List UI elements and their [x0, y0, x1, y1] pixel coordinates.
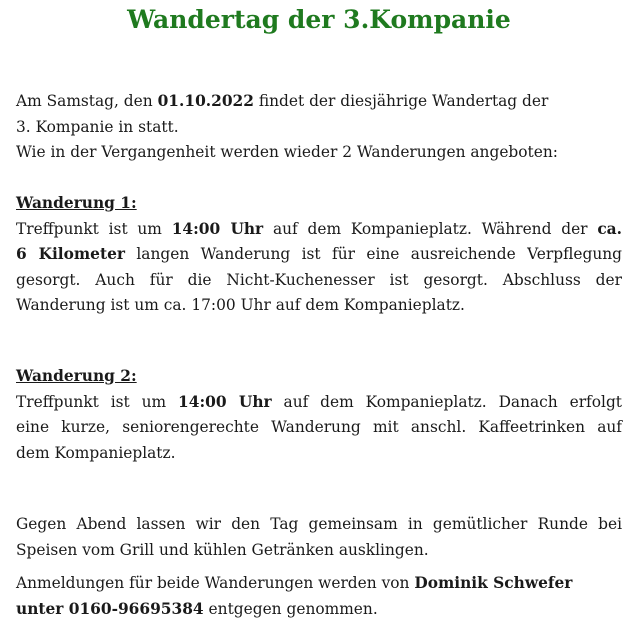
intro-line-3: Wie in der Vergangenheit werden wieder 2 Wanderungen angeboten: — [16, 143, 558, 161]
registration-text: Anmeldungen für beide Wanderungen werden von — [16, 574, 415, 592]
tour-1-line-4: Wanderung ist um ca. 17:00 Uhr auf dem Kompanieplatz. — [16, 296, 465, 314]
tour-1-distance: 6 Kilometer — [16, 245, 125, 263]
evening-line-1: Gegen Abend lassen wir den Tag gemeinsam in gemütlicher Runde bei — [16, 515, 622, 533]
page-title: Wandertag der 3.Kompanie — [127, 5, 511, 34]
tour-2-text: auf dem Kompanieplatz. Danach erfolgt — [271, 392, 622, 411]
tour-1-text: Treffpunkt ist um — [16, 219, 172, 238]
evening-line-2: Speisen vom Grill und kühlen Getränken ausklingen. — [16, 540, 429, 559]
intro-text: Am Samstag, den — [16, 92, 158, 110]
tour-1-time: 14:00 Uhr — [171, 219, 264, 238]
tour-1-line-1 — [16, 217, 622, 243]
tour-1-text: auf dem Kompanieplatz. Während der — [263, 219, 598, 238]
registration-text: entgegen genommen. — [203, 599, 378, 618]
registration-line-1 — [16, 571, 622, 597]
intro-paragraph — [16, 89, 622, 166]
tour-2-text: Treffpunkt ist um — [16, 392, 179, 411]
tour-1-ca: ca. — [597, 219, 623, 238]
tour-2-line-1 — [16, 390, 622, 416]
intro-text: findet der diesjährige Wandertag der — [253, 92, 549, 110]
registration-line-2 — [16, 597, 622, 623]
intro-line-2: 3. Kompanie in statt. — [16, 117, 179, 136]
tour-1-line-2 — [16, 242, 622, 268]
registration-paragraph — [16, 571, 622, 622]
contact-phone: unter 0160-96695384 — [16, 599, 204, 618]
tour-2-heading: Wanderung 2: — [16, 367, 137, 385]
tour-1-line-3: gesorgt. Auch für die Nicht-Kuchenesser ist gesorgt. Abschluss der — [16, 270, 622, 289]
tour-1-section — [16, 191, 622, 319]
tour-2-section — [16, 364, 622, 466]
tour-1-text: langen Wanderung ist für eine ausreichende Verpflegung — [125, 245, 622, 263]
tour-2-line-3: dem Kompanieplatz. — [16, 443, 176, 462]
tour-2-line-2: eine kurze, seniorengerechte Wanderung mit anschl. Kaffeetrinken auf — [16, 418, 622, 436]
evening-paragraph — [16, 512, 622, 563]
tour-1-heading: Wanderung 1: — [16, 194, 137, 212]
event-date: 01.10.2022 — [157, 92, 254, 110]
tour-2-time: 14:00 Uhr — [178, 392, 272, 411]
contact-name: Dominik Schwefer — [414, 574, 573, 592]
intro-line-1 — [16, 89, 622, 115]
